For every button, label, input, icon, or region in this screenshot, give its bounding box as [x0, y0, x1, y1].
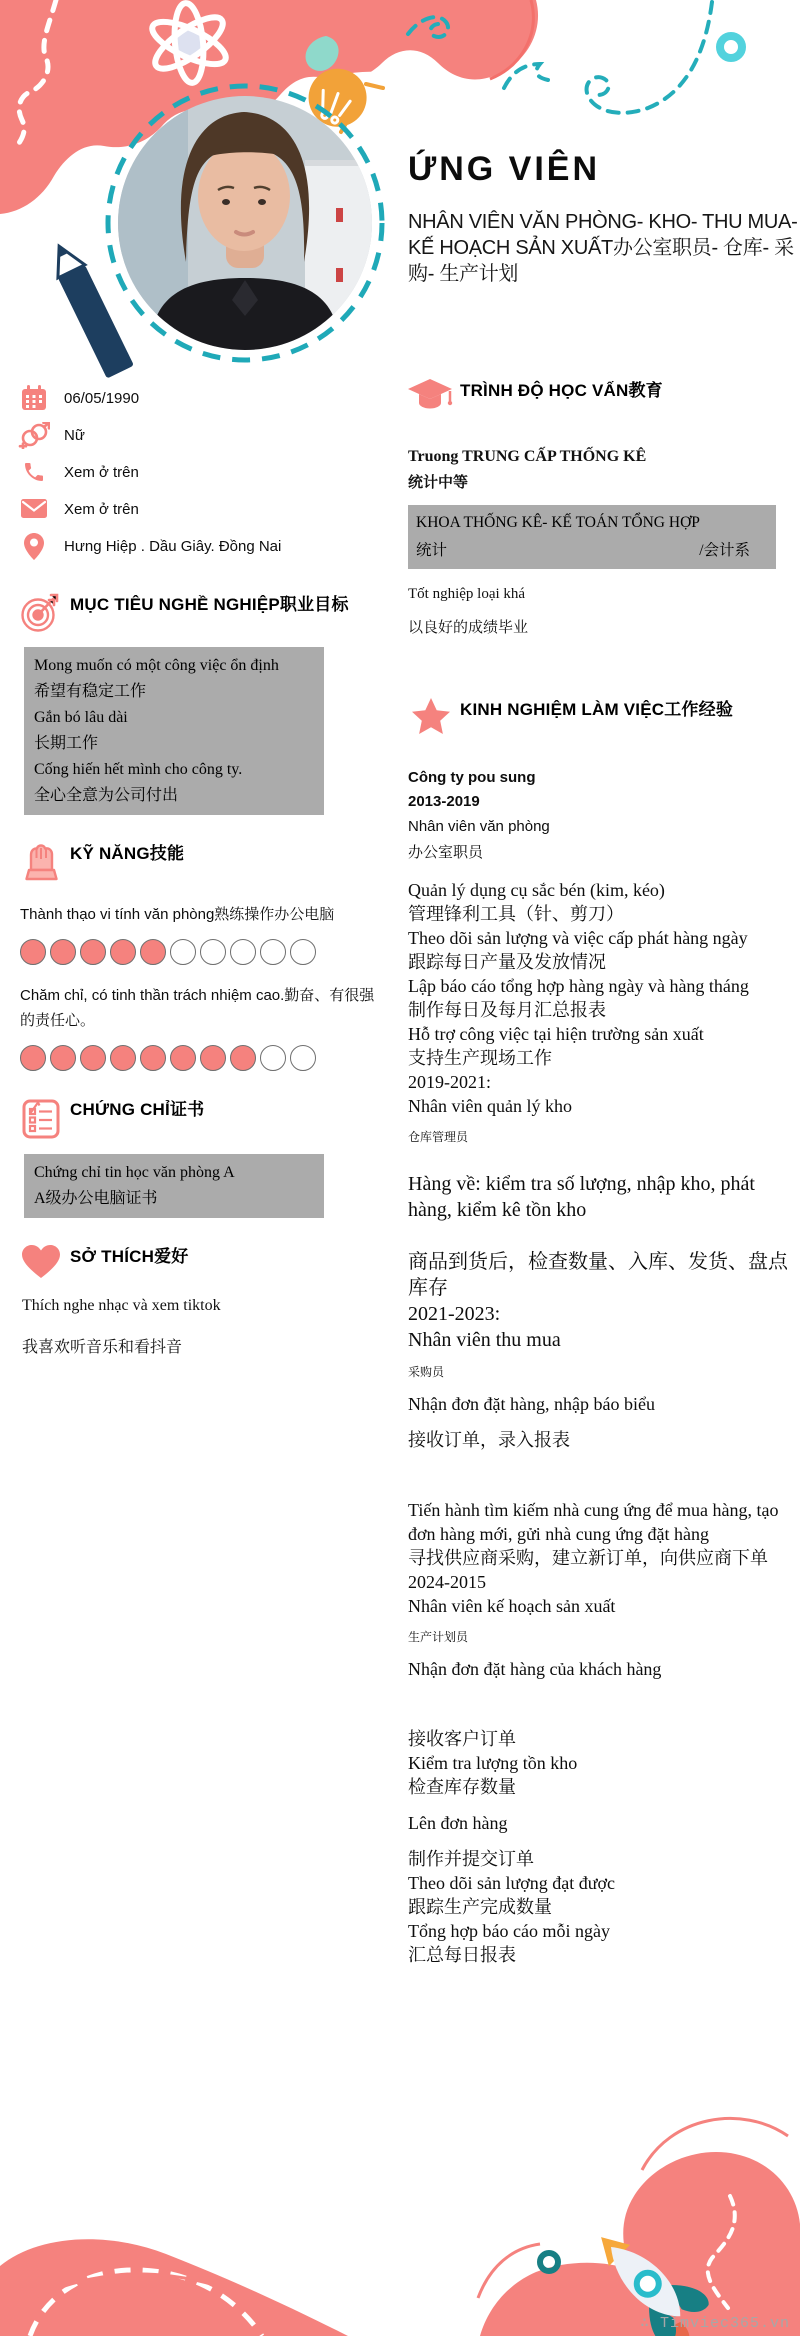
education-major-cn	[416, 537, 768, 565]
experience-line: 接收客户订单	[408, 1729, 516, 1749]
email-icon	[18, 499, 50, 519]
candidate-name: ỨNG VIÊN	[408, 150, 601, 188]
target-icon	[18, 592, 64, 633]
skill-dot-empty	[290, 1045, 316, 1071]
experience-line: Theo dõi sản lượng và việc cấp phát hàng ngày	[408, 928, 748, 948]
education-result-cn: 以良好的成绩毕业	[408, 619, 529, 636]
certificates-text-box	[24, 1154, 324, 1218]
gender-icon	[18, 422, 50, 449]
skill-dot-filled	[200, 1045, 226, 1071]
phone-icon	[18, 460, 50, 484]
skill-label: Chăm chỉ, có tinh thần trách nhiệm cao.勤奋、有很强的责任心。	[20, 987, 375, 1029]
graduation-cap-icon	[408, 378, 454, 415]
skill-dot-empty	[260, 939, 286, 965]
teal-ring-icon	[540, 2253, 558, 2271]
experience-line: 管理锋利工具（针、剪刀）	[408, 904, 624, 924]
experience-line: 2024-2015	[408, 1572, 486, 1592]
objective-line: 希望有稳定工作	[34, 683, 147, 700]
skill-dot-filled	[80, 939, 106, 965]
footer-right-blob	[480, 2152, 800, 2336]
candidate-title-line: KẾ HOẠCH SẢN XUẤT办公室职员- 仓库- 采	[408, 237, 794, 259]
experience-section-header	[408, 697, 790, 734]
education-major: KHOA THỐNG KÊ- KẾ TOÁN TỔNG HỢP	[416, 514, 700, 531]
hobbies-list	[18, 1291, 384, 1363]
skill-dot-filled	[140, 939, 166, 965]
certificates-section-header	[18, 1097, 384, 1140]
experience-line: Nhân viên văn phòng	[408, 818, 550, 835]
experience-line: Theo dõi sản lượng đạt được	[408, 1873, 616, 1893]
skill-dot-empty	[260, 1045, 286, 1071]
candidate-title-line: NHÂN VIÊN VĂN PHÒNG- KHO- THU MUA-	[408, 211, 798, 233]
location-icon	[18, 533, 50, 560]
experience-line: 2013-2019	[408, 793, 480, 810]
objective-text-box	[24, 647, 324, 815]
experience-line: 制作并提交订单	[408, 1849, 534, 1869]
experience-line: Quản lý dụng cụ sắc bén (kim, kéo)	[408, 880, 665, 900]
skill-dot-filled	[140, 1045, 166, 1071]
personal-info-value: Hưng Hiệp . Dầu Giây. Đồng Nai	[64, 537, 282, 555]
experience-line: Công ty pou sung	[408, 769, 536, 786]
certificate-line: A级办公电脑证书	[34, 1190, 158, 1207]
skills-list	[18, 902, 384, 1071]
experience-line: Kiểm tra lượng tồn kho	[408, 1753, 578, 1773]
experience-line: 商品到货后，检查数量、入库、发货、盘点库存	[408, 1251, 788, 1299]
left-column	[18, 386, 384, 1363]
education-result: Tốt nghiệp loại khá	[408, 586, 526, 602]
skill-item	[18, 983, 384, 1071]
hobby-line: 我喜欢听音乐和看抖音	[22, 1339, 183, 1356]
experience-line: 2019-2021:	[408, 1072, 491, 1092]
experience-line: 仓库管理员	[408, 1130, 469, 1144]
watermark: ∴ Timviec365.vn	[639, 2315, 790, 2332]
personal-info-value: Xem ở trên	[64, 463, 139, 481]
heart-icon	[18, 1244, 64, 1279]
personal-info-value: Xem ở trên	[64, 500, 139, 518]
experience-line: 跟踪每日产量及发放情况	[408, 952, 606, 972]
personal-info-list	[18, 386, 384, 558]
cyan-ring-icon	[720, 36, 742, 58]
certificate-line: Chứng chỉ tin học văn phòng A	[34, 1164, 235, 1181]
experience-line: Nhân viên thu mua	[408, 1329, 561, 1351]
experience-line: Hàng về: kiểm tra số lượng, nhập kho, phát hàng, kiểm kê tồn kho	[408, 1173, 755, 1221]
education-school-cn: 统计中等	[408, 474, 469, 491]
personal-info-row	[18, 386, 384, 410]
education-section-title: TRÌNH ĐỘ HỌC VẤN教育	[460, 381, 663, 400]
experience-line: 制作每日及每月汇总报表	[408, 1000, 606, 1020]
checklist-icon	[18, 1097, 64, 1140]
skill-rating	[20, 1045, 384, 1071]
education-major-cn-right: /会计系	[699, 542, 750, 559]
skill-dot-empty	[230, 939, 256, 965]
experience-line: 2021-2023:	[408, 1303, 501, 1325]
skill-dot-empty	[170, 939, 196, 965]
experience-line: 汇总每日报表	[408, 1945, 516, 1965]
experience-line: 生产计划员	[408, 1630, 469, 1644]
objective-section-header	[18, 592, 384, 633]
skills-section-title: KỸ NĂNG技能	[70, 844, 185, 863]
calendar-icon	[18, 385, 50, 411]
experience-line: 办公室职员	[408, 844, 484, 861]
objective-section-title: MỤC TIÊU NGHỀ NGHIỆP职业目标	[70, 595, 349, 614]
star-icon	[408, 697, 454, 734]
experience-line: 采购员	[408, 1365, 445, 1379]
education-major-box	[408, 505, 776, 569]
experience-line: Nhân viên quản lý kho	[408, 1096, 572, 1116]
experience-lines	[408, 766, 790, 1967]
skill-dot-filled	[50, 939, 76, 965]
education-section-header	[408, 378, 790, 415]
objective-line: 长期工作	[34, 735, 99, 752]
personal-info-value: 06/05/1990	[64, 389, 140, 407]
experience-line: 检查库存数量	[408, 1777, 516, 1797]
experience-line: 跟踪生产完成数量	[408, 1897, 552, 1917]
skill-rating	[20, 939, 384, 965]
skills-section-header	[18, 841, 384, 884]
skill-dot-filled	[170, 1045, 196, 1071]
candidate-title-line: 购- 生产计划	[408, 263, 519, 285]
hobbies-section-title: SỞ THÍCH爱好	[70, 1247, 189, 1266]
skill-item	[18, 902, 384, 965]
objective-line: Gắn bó lâu dài	[34, 709, 128, 726]
objective-line: 全心全意为公司付出	[34, 787, 179, 804]
objective-line: Cống hiến hết mình cho công ty.	[34, 761, 243, 778]
personal-info-row	[18, 423, 384, 447]
skill-dot-filled	[80, 1045, 106, 1071]
personal-info-row	[18, 497, 384, 521]
education-major-cn-left: 统计	[416, 542, 448, 559]
experience-line: Nhân viên kế hoạch sản xuất	[408, 1596, 616, 1616]
experience-section-title: KINH NGHIỆM LÀM VIỆC工作经验	[460, 700, 734, 719]
fist-icon	[18, 841, 64, 884]
personal-info-value: Nữ	[64, 426, 85, 444]
experience-line: 接收订单，录入报表	[408, 1430, 570, 1450]
skill-label: Thành thạo vi tính văn phòng熟练操作办公电脑	[20, 906, 335, 923]
education-school: Truong TRUNG CẤP THỐNG KÊ	[408, 448, 647, 465]
experience-line: 支持生产现场工作	[408, 1048, 552, 1068]
skill-dot-filled	[110, 939, 136, 965]
pencil-icon	[45, 238, 134, 379]
skill-dot-empty	[290, 939, 316, 965]
experience-line: 寻找供应商采购，建立新订单，向供应商下单	[408, 1548, 768, 1568]
personal-info-row	[18, 460, 384, 484]
right-column	[408, 378, 790, 1967]
experience-line: Nhận đơn đặt hàng của khách hàng	[408, 1659, 662, 1679]
hobby-line: Thích nghe nhạc và xem tiktok	[22, 1297, 221, 1314]
skill-dot-filled	[20, 939, 46, 965]
certificates-section-title: CHỨNG CHỈ证书	[70, 1100, 205, 1119]
hobbies-section-header	[18, 1244, 384, 1279]
experience-line: Lên đơn hàng	[408, 1813, 508, 1833]
experience-line: Hỗ trợ công việc tại hiện trường sản xuất	[408, 1024, 704, 1044]
experience-line: Tiến hành tìm kiếm nhà cung ứng để mua hàng, tạo đơn hàng mới, gửi nhà cung ứng đặt hàng	[408, 1500, 779, 1544]
skill-dot-filled	[50, 1045, 76, 1071]
skill-dot-filled	[110, 1045, 136, 1071]
footer-decoration	[0, 2086, 800, 2336]
candidate-title	[408, 209, 796, 287]
objective-line: Mong muốn có một công việc ổn định	[34, 657, 279, 674]
skill-dot-filled	[20, 1045, 46, 1071]
experience-line: Lập báo cáo tổng hợp hàng ngày và hàng tháng	[408, 976, 749, 996]
personal-info-row	[18, 534, 384, 558]
skill-dot-filled	[230, 1045, 256, 1071]
name-block	[408, 150, 796, 287]
experience-line: Nhận đơn đặt hàng, nhập báo biểu	[408, 1394, 655, 1414]
experience-line: Tổng hợp báo cáo mỗi ngày	[408, 1921, 610, 1941]
skill-dot-empty	[200, 939, 226, 965]
